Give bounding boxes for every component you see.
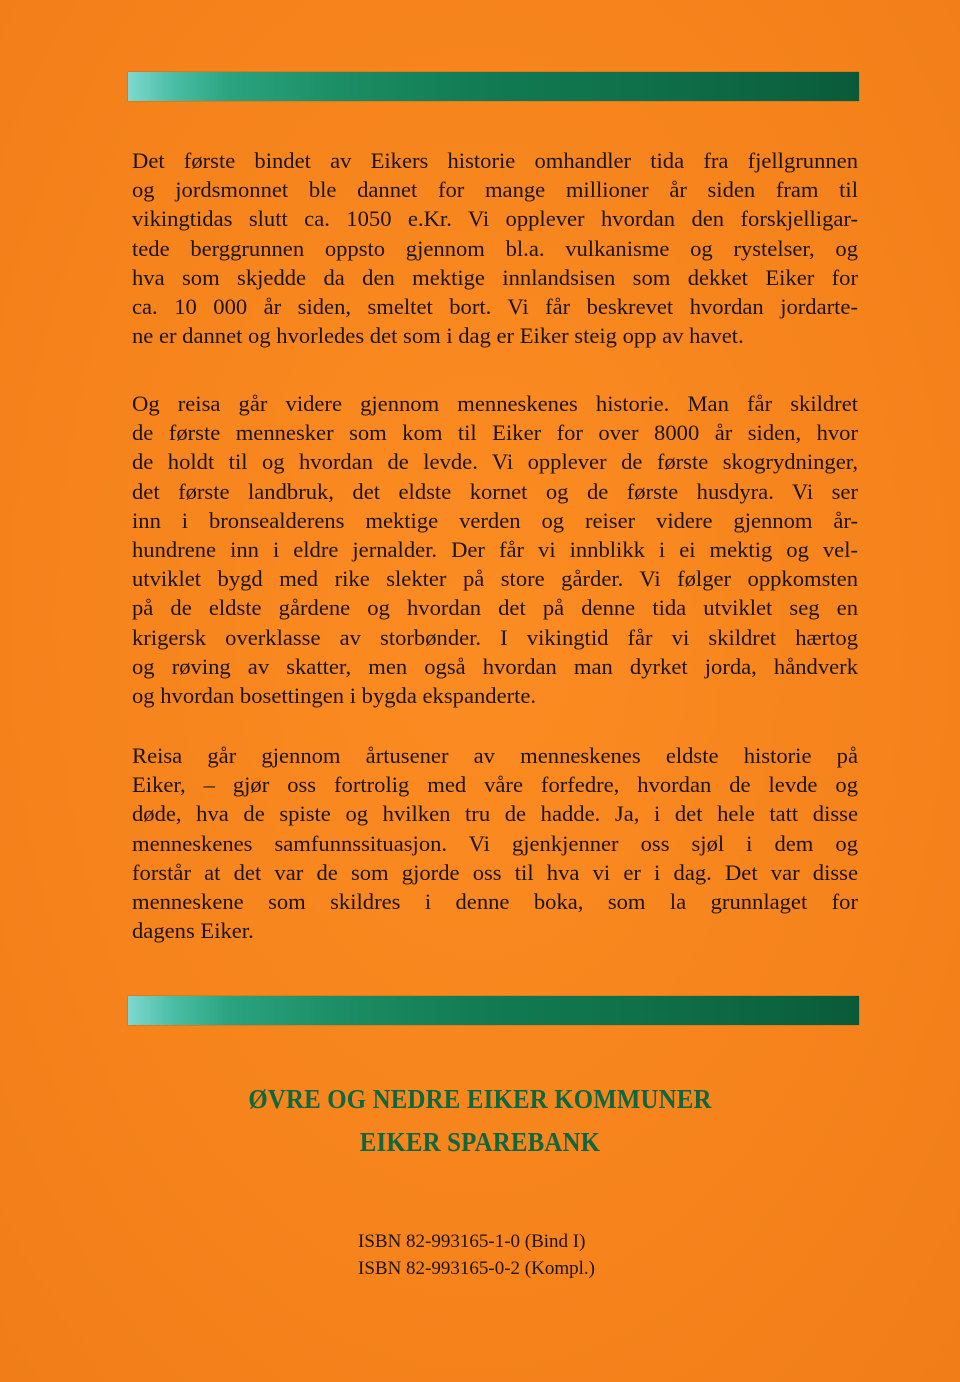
sponsor-bank: EIKER SPAREBANK — [359, 1127, 601, 1157]
text-line: menneskene som skildres i denne boka, som la grunnlaget for — [132, 889, 858, 915]
text-line: og røving av skatter, men også hvordan man dyrket jorda, håndverk — [132, 653, 858, 679]
text-line: ca. 10 000 år siden, smeltet bort. Vi får beskrevet hvordan jordarte- — [132, 294, 858, 320]
sponsor-municipalities: ØVRE OG NEDRE EIKER KOMMUNER — [248, 1084, 712, 1114]
text-line: hva som skjedde da den mektige innlandsisen som dekket Eiker for — [132, 264, 858, 290]
paragraph-2 — [132, 389, 858, 710]
text-line: menneskenes samfunnssituasjon. Vi gjenkjenner oss sjøl i dem og — [132, 830, 858, 856]
decorative-bar-top — [128, 72, 859, 101]
text-line: døde, hva de spiste og hvilken tru de hadde. Ja, i det hele tatt disse — [132, 801, 858, 827]
text-line: forstår at det var de som gjorde oss til hva vi er i dag. Det var disse — [132, 859, 858, 885]
text-line: Reisa går gjennom årtusener av menneskenes eldste historie på — [132, 743, 858, 768]
text-line: Eiker, – gjør oss fortrolig med våre forfedre, hvordan de levde og — [132, 772, 858, 798]
text-line: Det første bindet av Eikers historie omhandler tida fra fjellgrunnen — [132, 148, 858, 173]
isbn-volume: ISBN 82-993165-1-0 (Bind I) — [358, 1231, 586, 1252]
text-line: Og reisa går videre gjennom menneskenes historie. Man får skildret — [132, 391, 858, 416]
decorative-bar-bottom — [128, 996, 859, 1025]
text-line: utviklet bygd med rike slekter på store gårder. Vi følger oppkomsten — [132, 566, 858, 592]
paragraph-3 — [132, 741, 858, 945]
text-line: ne er dannet og hvorledes det som i dag er Eiker steig opp av havet. — [132, 323, 744, 349]
paragraph-1 — [132, 146, 858, 350]
isbn-complete: ISBN 82-993165-0-2 (Kompl.) — [358, 1258, 595, 1279]
text-line: tede berggrunnen oppsto gjennom bl.a. vulkanisme og rystelser, og — [132, 235, 858, 261]
text-line: på de eldste gårdene og hvordan det på denne tida utviklet seg en — [132, 595, 858, 621]
text-line: hundrene inn i eldre jernalder. Der får vi innblikk i ei mektig og vel- — [132, 537, 858, 563]
text-line: dagens Eiker. — [132, 918, 254, 944]
text-line: og hvordan bosettingen i bygda ekspanderte. — [132, 683, 537, 709]
text-line: det første landbruk, det eldste kornet og de første husdyra. Vi ser — [132, 478, 858, 504]
text-line: de holdt til og hvordan de levde. Vi opplever de første skogrydninger, — [132, 449, 858, 475]
text-line: og jordsmonnet ble dannet for mange millioner år siden fram til — [132, 177, 858, 203]
text-line: inn i bronsealderens mektige verden og reiser videre gjennom år- — [132, 507, 858, 533]
text-line: de første mennesker som kom til Eiker for over 8000 år siden, hvor — [132, 420, 858, 446]
text-line: krigersk overklasse av storbønder. I vikingtid får vi skildret hærtog — [132, 624, 858, 650]
text-line: vikingtidas slutt ca. 1050 e.Kr. Vi opplever hvordan den forskjelligar- — [132, 206, 858, 232]
